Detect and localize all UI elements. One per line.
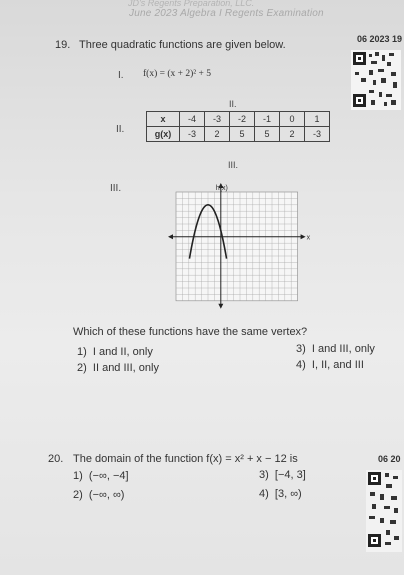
graph-background	[176, 192, 298, 301]
table-row-x	[147, 112, 330, 127]
table-cell: 5	[255, 127, 280, 142]
choice-text: I and II, only	[92, 346, 153, 358]
q20-choice-3[interactable]	[259, 469, 306, 481]
table-cell: -2	[230, 112, 255, 127]
choice-number: 2)	[77, 362, 87, 374]
table-cell: -1	[255, 112, 280, 127]
qr-code-icon-19	[351, 50, 401, 110]
item-iii-label: III.	[110, 183, 122, 194]
choice-text: II and III, only	[92, 362, 159, 374]
graph-grid	[176, 192, 298, 301]
header-line-1: JD's Regents Preparation, LLC.	[128, 0, 255, 8]
table-cell: 2	[205, 127, 230, 142]
q19-choice-4[interactable]	[296, 359, 364, 371]
graph-y-axis-label: h(x)	[215, 185, 228, 192]
x-axis-arrow-right	[301, 234, 306, 239]
table-header-gx: g(x)	[147, 127, 180, 142]
graph-x-axis-label: x	[306, 234, 311, 242]
q19-choice-3[interactable]	[296, 343, 375, 355]
question-19-prompt: Three quadratic functions are given below.	[79, 39, 286, 51]
table-cell: -3	[180, 127, 205, 142]
item-i-label: I.	[118, 70, 124, 81]
choice-text: [3, ∞)	[274, 488, 302, 500]
function-f-definition: f(x) = (x + 2)² + 5	[143, 69, 211, 79]
table-cell: 2	[280, 127, 305, 142]
choice-number: 1)	[77, 346, 87, 358]
graph-iii-caption: III.	[228, 160, 239, 170]
choice-text: I, II, and III	[311, 359, 364, 371]
item-ii-label: II.	[116, 124, 125, 135]
question-20-prompt: The domain of the function f(x) = x² + x − 12 is	[73, 453, 298, 465]
choice-text: I and III, only	[311, 343, 375, 355]
choice-text: (−∞, ∞)	[88, 489, 125, 501]
choice-number: 3)	[296, 343, 306, 355]
x-axis-arrow-left	[168, 234, 173, 239]
table-ii-caption: II.	[229, 99, 237, 109]
qr-code-icon-20	[366, 470, 402, 552]
choice-text: (−∞, −4]	[88, 470, 129, 482]
q19-choice-2[interactable]	[77, 362, 159, 374]
table-cell: 1	[305, 112, 330, 127]
table-header-x: x	[147, 112, 180, 127]
header-line-2: June 2023 Algebra I Regents Examination	[129, 8, 324, 19]
graph-h	[168, 182, 311, 310]
q20-choice-4[interactable]	[259, 488, 302, 500]
table-cell: -4	[180, 112, 205, 127]
choice-number: 3)	[259, 469, 269, 481]
table-cell: -3	[305, 127, 330, 142]
q20-choice-1[interactable]	[73, 470, 129, 482]
choice-number: 2)	[73, 489, 83, 501]
question-19-code: 06 2023 19	[357, 34, 403, 44]
table-cell: 0	[280, 112, 305, 127]
question-20-number: 20.	[48, 453, 64, 465]
question-20-code: 06 20	[378, 454, 401, 464]
table-g	[146, 111, 330, 142]
choice-number: 4)	[296, 359, 306, 371]
table-row-gx	[147, 127, 330, 142]
q19-choice-1[interactable]	[77, 346, 153, 358]
choice-text: [−4, 3]	[274, 469, 306, 481]
table-cell: -3	[205, 112, 230, 127]
question-19-question: Which of these functions have the same vertex?	[73, 326, 308, 338]
q20-choice-2[interactable]	[73, 489, 124, 501]
choice-number: 4)	[259, 488, 269, 500]
table-cell: 5	[230, 127, 255, 142]
choice-number: 1)	[73, 470, 83, 482]
y-axis-arrow-down	[218, 304, 223, 309]
question-19-number: 19.	[55, 39, 71, 51]
